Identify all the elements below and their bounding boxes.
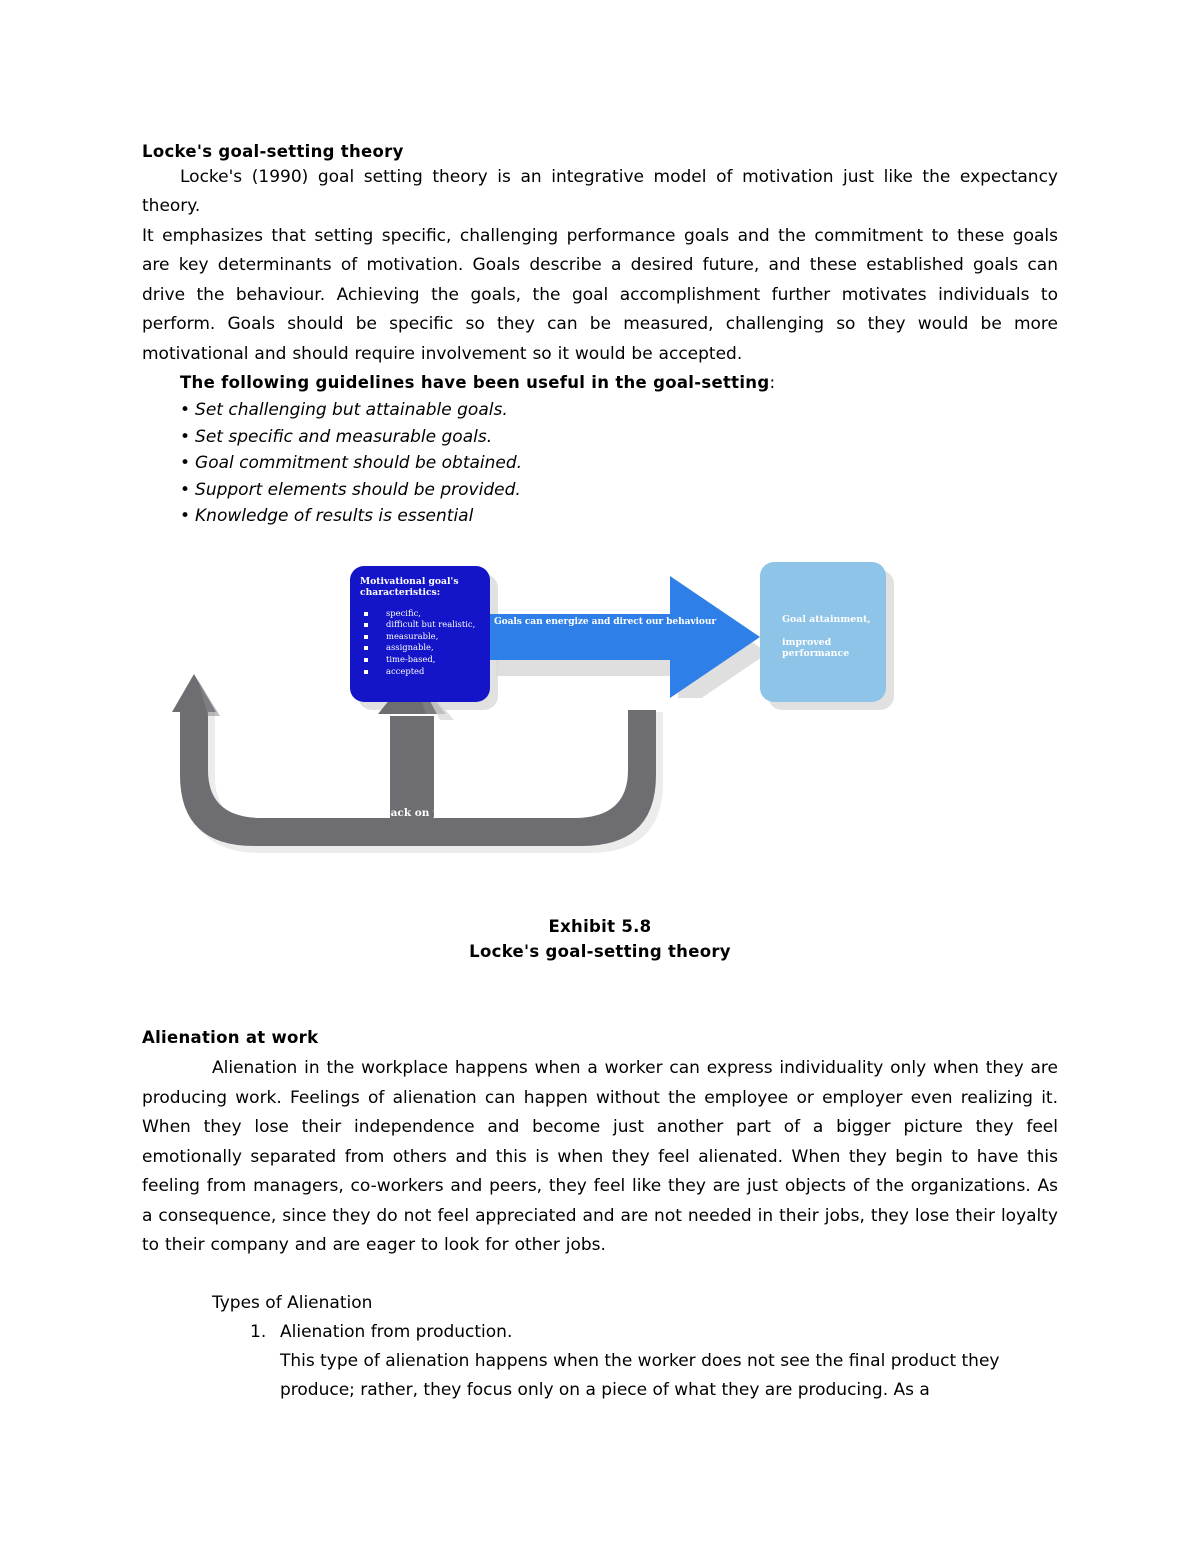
numbered-list-item-1 [142,1318,1058,1347]
guidelines-heading-colon: : [769,373,776,393]
list-item: measurable, [360,631,482,643]
list-item [142,477,1058,504]
bullet-icon: • [180,453,191,474]
list-item-label: Support elements should be provided. [195,479,521,500]
figure-caption-line-2: Locke's goal-setting theory [469,941,731,961]
guidelines-heading-text: The following guidelines have been useful in the goal-setting [180,373,770,393]
list-item-label: Set specific and measurable goals. [195,426,493,447]
characteristics-list [360,608,482,678]
locke-goal-setting-diagram [142,552,1058,882]
outcome-line-2: improved [782,636,832,648]
list-item [142,503,1058,530]
list-item [142,397,1058,424]
types-of-alienation-heading: Types of Alienation [212,1292,373,1313]
bullet-icon: • [180,479,191,500]
figure-caption-line-1: Exhibit 5.8 [548,916,652,936]
list-item: specific, [360,608,482,620]
list-item: difficult but realistic, [360,619,482,631]
alienation-item-1-body: This type of alienation happens when the worker does not see the final product they produce; rather, they focus only on a piece of what they are producing. As a [280,1350,1000,1400]
bullet-icon: • [180,400,191,421]
document-page [142,0,1058,1405]
list-item-label: Set challenging but attainable goals. [195,400,508,421]
list-item: assignable, [360,642,482,654]
list-item [142,424,1058,451]
list-item: time-based, [360,654,482,666]
alienation-paragraph-1: Alienation in the workplace happens when a worker can express individuality only when they are producing work. Feelings of alienation can happen without the employee or employer even realizing it. When they lose their independence and become just another part of a bigger picture they feel emotionally separated from others and this is when they feel alienated. When they begin to have this feeling from managers, co-workers and peers, they feel like they are just objects of the organizations. As a consequence, since they do not feel appreciated and are not needed in their jobs, they lose their loyalty to their company and are eager to look for other jobs. [142,1058,1058,1256]
section-heading-alienation: Alienation at work [142,1027,319,1047]
outcome-line-3: performance [782,647,850,659]
guidelines-heading [142,369,1058,397]
characteristics-box [350,566,490,702]
list-item: accepted [360,666,482,678]
section-heading-locke: Locke's goal-setting theory [142,142,404,161]
bullet-icon: • [180,426,191,447]
bullet-icon: • [180,506,191,527]
process-arrow-graphic [482,558,772,698]
list-item-label: Knowledge of results is essential [195,506,474,527]
characteristics-title-line2: characteristics: [360,587,441,599]
list-item-number: 1. [250,1321,267,1342]
characteristics-title-line1: Motivational goal's [360,575,459,587]
list-item-label: Alienation from production. [280,1321,513,1342]
locke-paragraph-2: It emphasizes that setting specific, challenging performance goals and the commitment to these goals are key determinants of motivation. Goals describe a desired future, and these established goals can drive the behaviour. Achieving the goals, the goal accomplishment further motivates individuals to perform. Goals should be specific so they can be measured, challenging so they would be more motivational and should require involvement so it would be accepted. [142,225,1058,364]
list-item-label: Goal commitment should be obtained. [195,453,523,474]
process-arrow-label: Goals can energize and direct our behaviour [494,615,717,627]
outcome-box [760,562,886,702]
characteristics-box-title [360,576,482,599]
locke-paragraph-1: Locke's (1990) goal setting theory is an integrative model of motivation just like the expectancy theory. [142,166,1058,217]
outcome-line-1: Goal attainment, [782,613,871,625]
feedback-loop-label: Feedback on performance [355,806,509,819]
guidelines-list [142,397,1058,530]
list-item [142,450,1058,477]
outcome-spacer [782,625,876,637]
